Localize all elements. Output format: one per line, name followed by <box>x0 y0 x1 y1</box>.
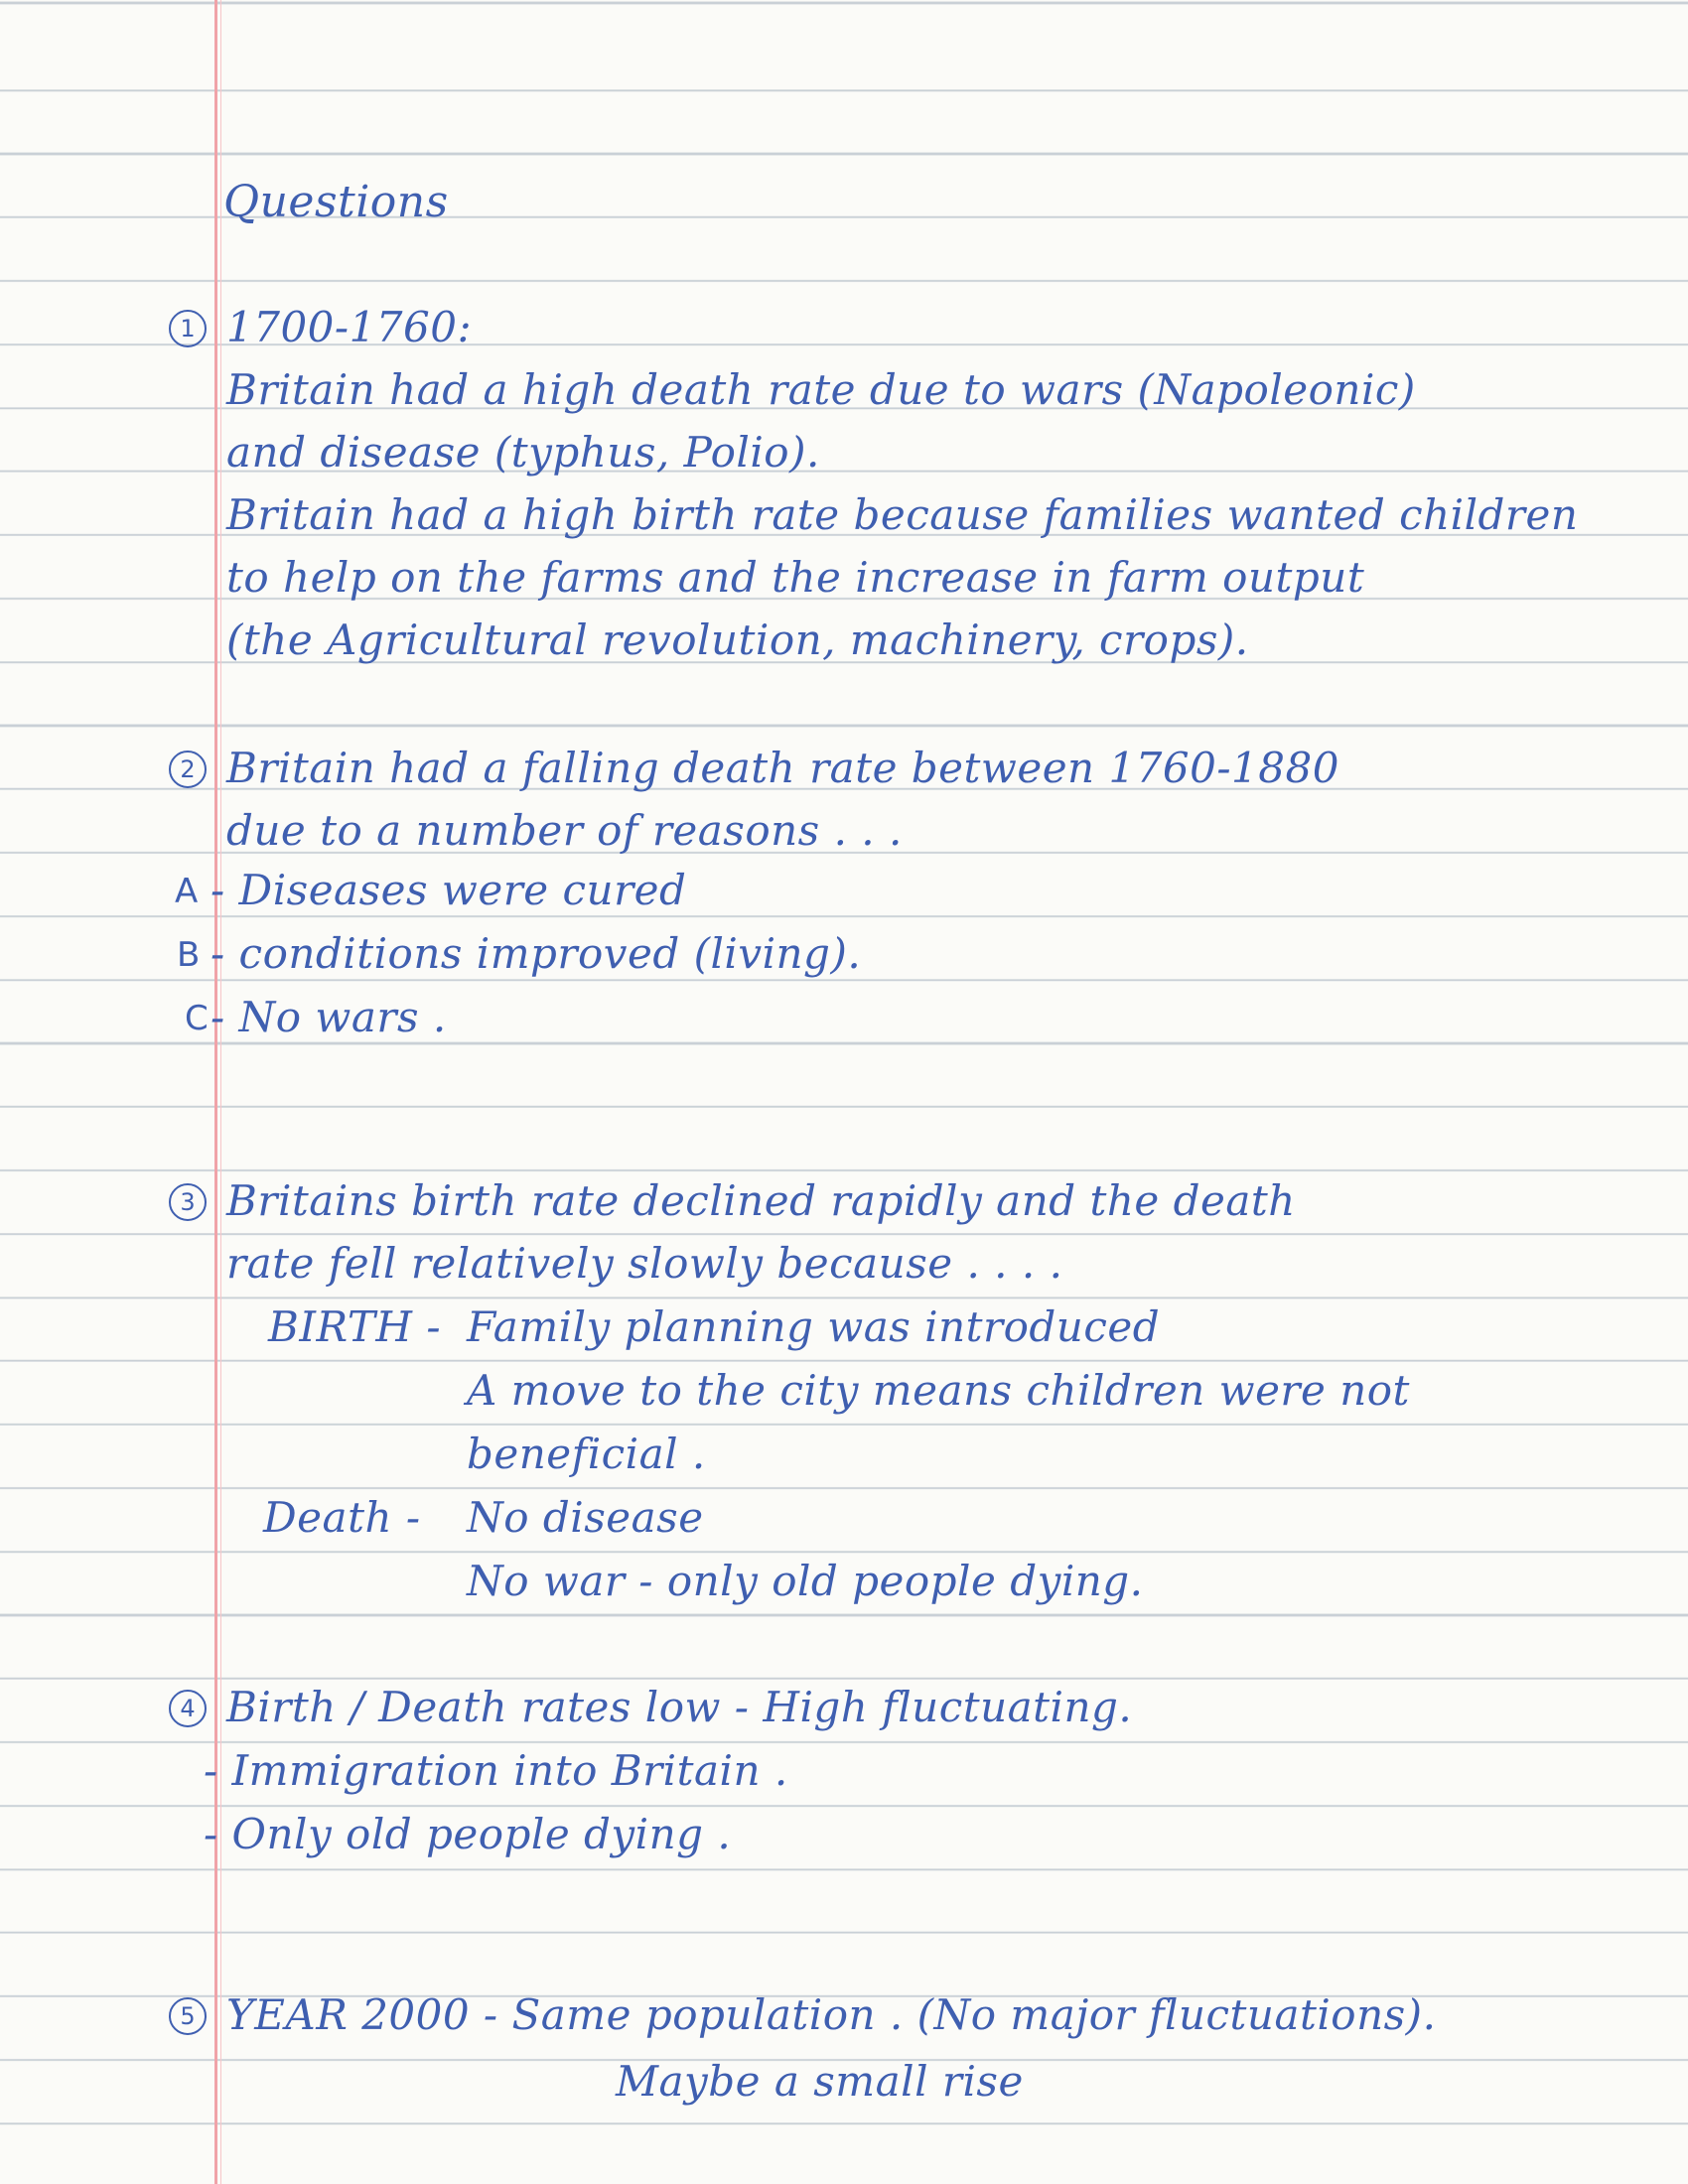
q2-item-marker: C <box>185 999 209 1038</box>
q3-birth-line: A move to the city means children were not <box>467 1366 1410 1415</box>
question-2-number: 2 <box>169 751 207 788</box>
q2-item-marker: A <box>175 872 199 911</box>
q4-line: - Only old people dying . <box>204 1810 732 1858</box>
q3-birth-label: BIRTH - <box>268 1302 442 1351</box>
q1-line: (the Agricultural revolution, machinery, crops). <box>226 615 1249 664</box>
q3-death-label: Death - <box>263 1493 421 1542</box>
q1-line: 1700-1760: <box>226 303 473 351</box>
q3-birth-line: Family planning was introduced <box>467 1302 1161 1351</box>
q3-death-line: No disease <box>467 1493 704 1542</box>
q5-line: YEAR 2000 - Same population . (No major fluctuations). <box>226 1990 1437 2039</box>
q2-item-marker: B <box>177 935 201 975</box>
q2-line: due to a number of reasons . . . <box>226 806 903 855</box>
q2-line: Britain had a falling death rate between 1760-1880 <box>226 744 1339 792</box>
q1-line: and disease (typhus, Polio). <box>226 428 820 477</box>
q2-item-text: - No wars . <box>211 993 447 1041</box>
q3-birth-line: beneficial . <box>467 1430 706 1478</box>
q1-line: Britain had a high birth rate because families wanted children <box>226 490 1579 539</box>
q1-line: to help on the farms and the increase in farm output <box>226 553 1365 602</box>
q3-death-line: No war - only old people dying. <box>467 1557 1144 1605</box>
q4-line: Birth / Death rates low - High fluctuating. <box>226 1683 1133 1731</box>
page-title: Questions <box>223 177 449 227</box>
question-3-number: 3 <box>169 1183 207 1221</box>
question-1-number: 1 <box>169 310 207 347</box>
q2-item-text: - Diseases were cured <box>211 866 687 914</box>
q2-item-text: - conditions improved (living). <box>211 929 862 978</box>
q3-line: Britains birth rate declined rapidly and the death <box>226 1176 1296 1225</box>
q5-line: Maybe a small rise <box>616 2057 1024 2106</box>
q3-line: rate fell relatively slowly because . . . . <box>226 1239 1063 1288</box>
q4-line: - Immigration into Britain . <box>204 1746 788 1795</box>
question-4-number: 4 <box>169 1690 207 1727</box>
question-5-number: 5 <box>169 1997 207 2035</box>
q1-line: Britain had a high death rate due to wars (Napoleonic) <box>226 365 1416 414</box>
